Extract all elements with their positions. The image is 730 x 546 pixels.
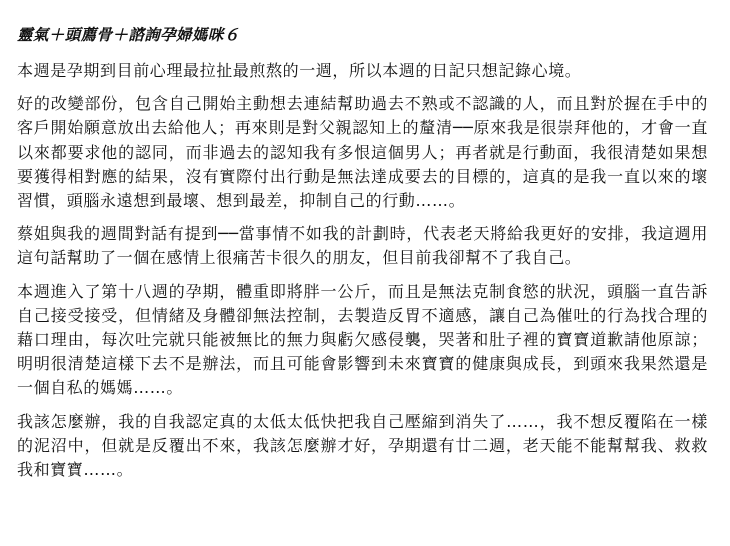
- paragraph-positive-changes: 好的改變部份，包含自己開始主動想去連結幫助過去不熟或不認識的人，而且對於握在手中的客戶開始願意放出去給他人；再來則是對父親認知上的釐清──原來我是很崇拜他的，才會一直以來都要求他的認同，而非過去的認知我有多恨這個男人；再者就是行動面，我很清楚如果想要獲得相對應的結果，沒有實際付出行動是無法達成要去的目標的，這真的是我一直以來的壞習慣，頭腦永遠想到最壞、想到最差，抑制自己的行動……。: [17, 94, 708, 211]
- paragraph-closing: 我該怎麼辦，我的自我認定真的太低太低快把我自己壓縮到消失了……，我不想反覆陷在一樣的泥沼中，但就是反覆出不來，我該怎麼辦才好，孕期還有廿二週，老天能不能幫幫我、救救我和寶寶……。: [17, 411, 708, 480]
- article-title: 靈氣＋頭薦骨＋諮詢孕婦媽咪６: [17, 26, 240, 44]
- paragraph-conversation: 蔡姐與我的週間對話有提到──當事情不如我的計劃時，代表老天將給我更好的安排，我這週用這句話幫助了一個在感情上很痛苦卡很久的朋友，但目前我卻幫不了我自己。: [17, 224, 708, 268]
- paragraph-week-eighteen: 本週進入了第十八週的孕期，體重即將胖一公斤，而且是無法克制食慾的狀況，頭腦一直告訴自己接受接受，但情緒及身體卻無法控制，去製造反胃不適感，讓自己為催吐的行為找合理的藉口理由，每次吐完就只能被無比的無力與虧欠感侵襲，哭著和肚子裡的寶寶道歉請他原諒；明明很清楚這樣下去不是辦法，而且可能會影響到未來寶寶的健康與成長，到頭來我果然還是一個自私的媽媽……。: [17, 281, 708, 398]
- paragraph-intro: 本週是孕期到目前心理最拉扯最煎熬的一週，所以本週的日記只想記錄心境。: [17, 61, 582, 80]
